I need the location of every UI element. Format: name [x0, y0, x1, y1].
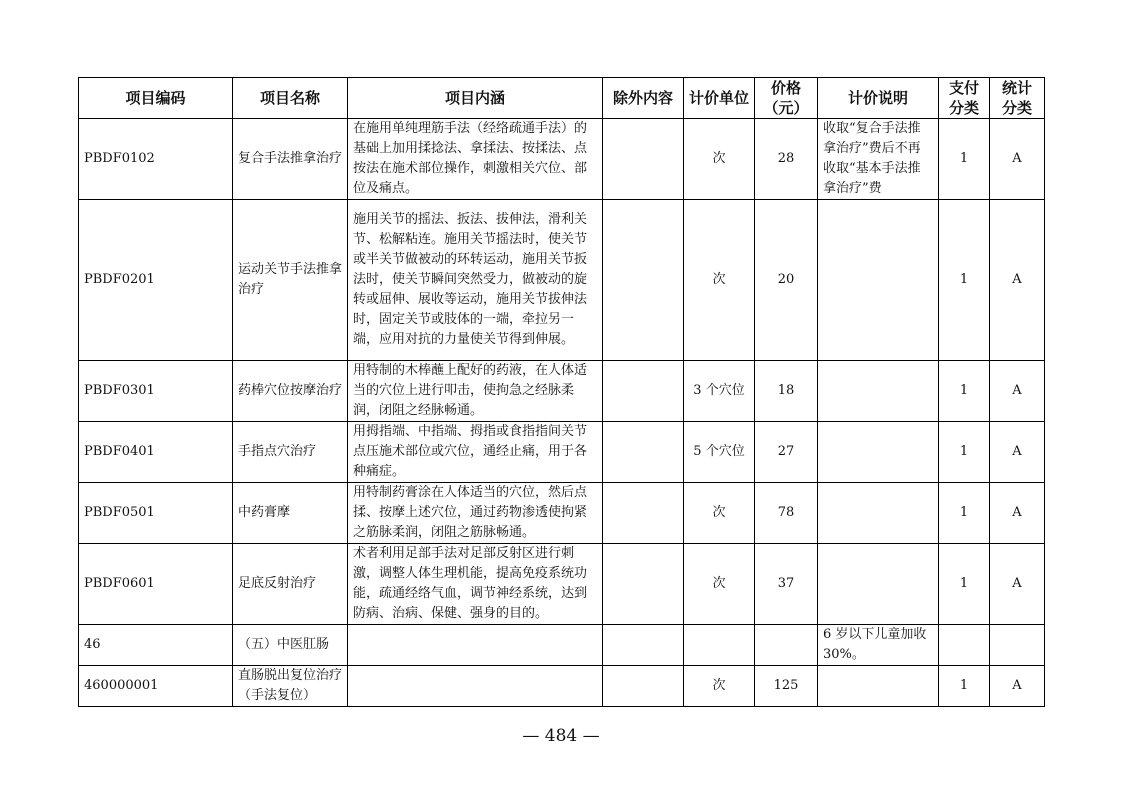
item-unit: 次: [684, 544, 755, 625]
item-unit: 次: [684, 119, 755, 200]
item-code: 46: [79, 625, 233, 666]
page-number: — 484 —: [522, 726, 600, 746]
header-exclusion: 除外内容: [603, 78, 684, 119]
item-note: [818, 422, 939, 483]
item-price: 27: [755, 422, 818, 483]
table-row: [79, 544, 1045, 625]
item-content: 术者利用足部手法对足部反射区进行刺激，调整人体生理机能，提高免疫系统功能，疏通经络气血，调节神经系统，达到防病、治病、保健、强身的目的。: [348, 544, 603, 625]
item-note: [818, 544, 939, 625]
item-unit: 5 个穴位: [684, 422, 755, 483]
item-unit: 次: [684, 200, 755, 361]
header-name: 项目名称: [233, 78, 348, 119]
item-price: 37: [755, 544, 818, 625]
item-content: [348, 666, 603, 707]
item-code: PBDF0301: [79, 361, 233, 422]
fee-table: [78, 77, 1045, 707]
item-name: 直肠脱出复位治疗（手法复位）: [233, 666, 348, 707]
item-pay-class: 1: [939, 544, 990, 625]
header-code: 项目编码: [79, 78, 233, 119]
item-note: [818, 200, 939, 361]
item-exclusion: [603, 200, 684, 361]
item-content: 用拇指端、中指端、拇指或食指指间关节点压施术部位或穴位，通经止痛，用于各种痛症。: [348, 422, 603, 483]
item-note: 6 岁以下儿童加收 30%。: [818, 625, 939, 666]
item-content: 在施用单纯理筋手法（经络疏通手法）的基础上加用揉捻法、拿揉法、按揉法、点按法在施术部位操作，刺激相关穴位、部位及痛点。: [348, 119, 603, 200]
table-row: [79, 422, 1045, 483]
item-pay-class: 1: [939, 119, 990, 200]
item-price: 125: [755, 666, 818, 707]
item-price: [755, 625, 818, 666]
item-stat-class: [990, 625, 1045, 666]
item-code: PBDF0501: [79, 483, 233, 544]
item-unit: [684, 625, 755, 666]
item-note: [818, 483, 939, 544]
table-row: [79, 200, 1045, 361]
item-exclusion: [603, 483, 684, 544]
item-content: 施用关节的摇法、扳法、拔伸法，滑利关节、松解粘连。施用关节摇法时，使关节或半关节做被动的环转运动，施用关节扳法时，使关节瞬间突然受力，做被动的旋转或屈伸、展收等运动，施用关节拔伸法时，固定关节或肢体的一端，牵拉另一端，应用对抗的力量使关节得到伸展。: [348, 200, 603, 361]
item-code: PBDF0102: [79, 119, 233, 200]
item-pay-class: 1: [939, 361, 990, 422]
item-unit: 次: [684, 483, 755, 544]
item-content: 用特制的木棒蘸上配好的药液，在人体适当的穴位上进行叩击，使拘急之经脉柔润，闭阻之经脉畅通。: [348, 361, 603, 422]
item-content: 用特制药膏涂在人体适当的穴位，然后点揉、按摩上述穴位，通过药物渗透使拘紧之筋脉柔润，闭阻之筋脉畅通。: [348, 483, 603, 544]
item-price: 20: [755, 200, 818, 361]
item-stat-class: A: [990, 361, 1045, 422]
item-note: [818, 666, 939, 707]
item-stat-class: A: [990, 422, 1045, 483]
header-unit: 计价单位: [684, 78, 755, 119]
item-code: PBDF0401: [79, 422, 233, 483]
item-exclusion: [603, 666, 684, 707]
item-code: PBDF0601: [79, 544, 233, 625]
item-content: [348, 625, 603, 666]
item-pay-class: 1: [939, 200, 990, 361]
item-price: 78: [755, 483, 818, 544]
item-name: 手指点穴治疗: [233, 422, 348, 483]
item-unit: 3 个穴位: [684, 361, 755, 422]
table-row: [79, 666, 1045, 707]
item-name: 足底反射治疗: [233, 544, 348, 625]
item-name: 药棒穴位按摩治疗: [233, 361, 348, 422]
item-pay-class: [939, 625, 990, 666]
table-row: [79, 361, 1045, 422]
item-exclusion: [603, 544, 684, 625]
item-stat-class: A: [990, 483, 1045, 544]
item-unit: 次: [684, 666, 755, 707]
item-name: 运动关节手法推拿治疗: [233, 200, 348, 361]
item-exclusion: [603, 119, 684, 200]
item-price: 28: [755, 119, 818, 200]
item-name: 中药膏摩: [233, 483, 348, 544]
table-row: [79, 483, 1045, 544]
item-exclusion: [603, 422, 684, 483]
header-price: 价格（元）: [755, 78, 818, 119]
item-exclusion: [603, 361, 684, 422]
header-row: [79, 78, 1045, 119]
item-pay-class: 1: [939, 422, 990, 483]
table-row: [79, 119, 1045, 200]
header-content: 项目内涵: [348, 78, 603, 119]
item-code: PBDF0201: [79, 200, 233, 361]
item-exclusion: [603, 625, 684, 666]
item-note: [818, 361, 939, 422]
header-pay-class: 支付分类: [939, 78, 990, 119]
item-pay-class: 1: [939, 483, 990, 544]
table-row: [79, 625, 1045, 666]
header-stat-class: 统计分类: [990, 78, 1045, 119]
item-name: （五）中医肛肠: [233, 625, 348, 666]
item-pay-class: 1: [939, 666, 990, 707]
item-note: 收取“复合手法推拿治疗”费后不再收取“基本手法推拿治疗”费: [818, 119, 939, 200]
item-stat-class: A: [990, 119, 1045, 200]
item-stat-class: A: [990, 544, 1045, 625]
item-price: 18: [755, 361, 818, 422]
item-code: 460000001: [79, 666, 233, 707]
item-stat-class: A: [990, 200, 1045, 361]
item-stat-class: A: [990, 666, 1045, 707]
item-name: 复合手法推拿治疗: [233, 119, 348, 200]
header-note: 计价说明: [818, 78, 939, 119]
